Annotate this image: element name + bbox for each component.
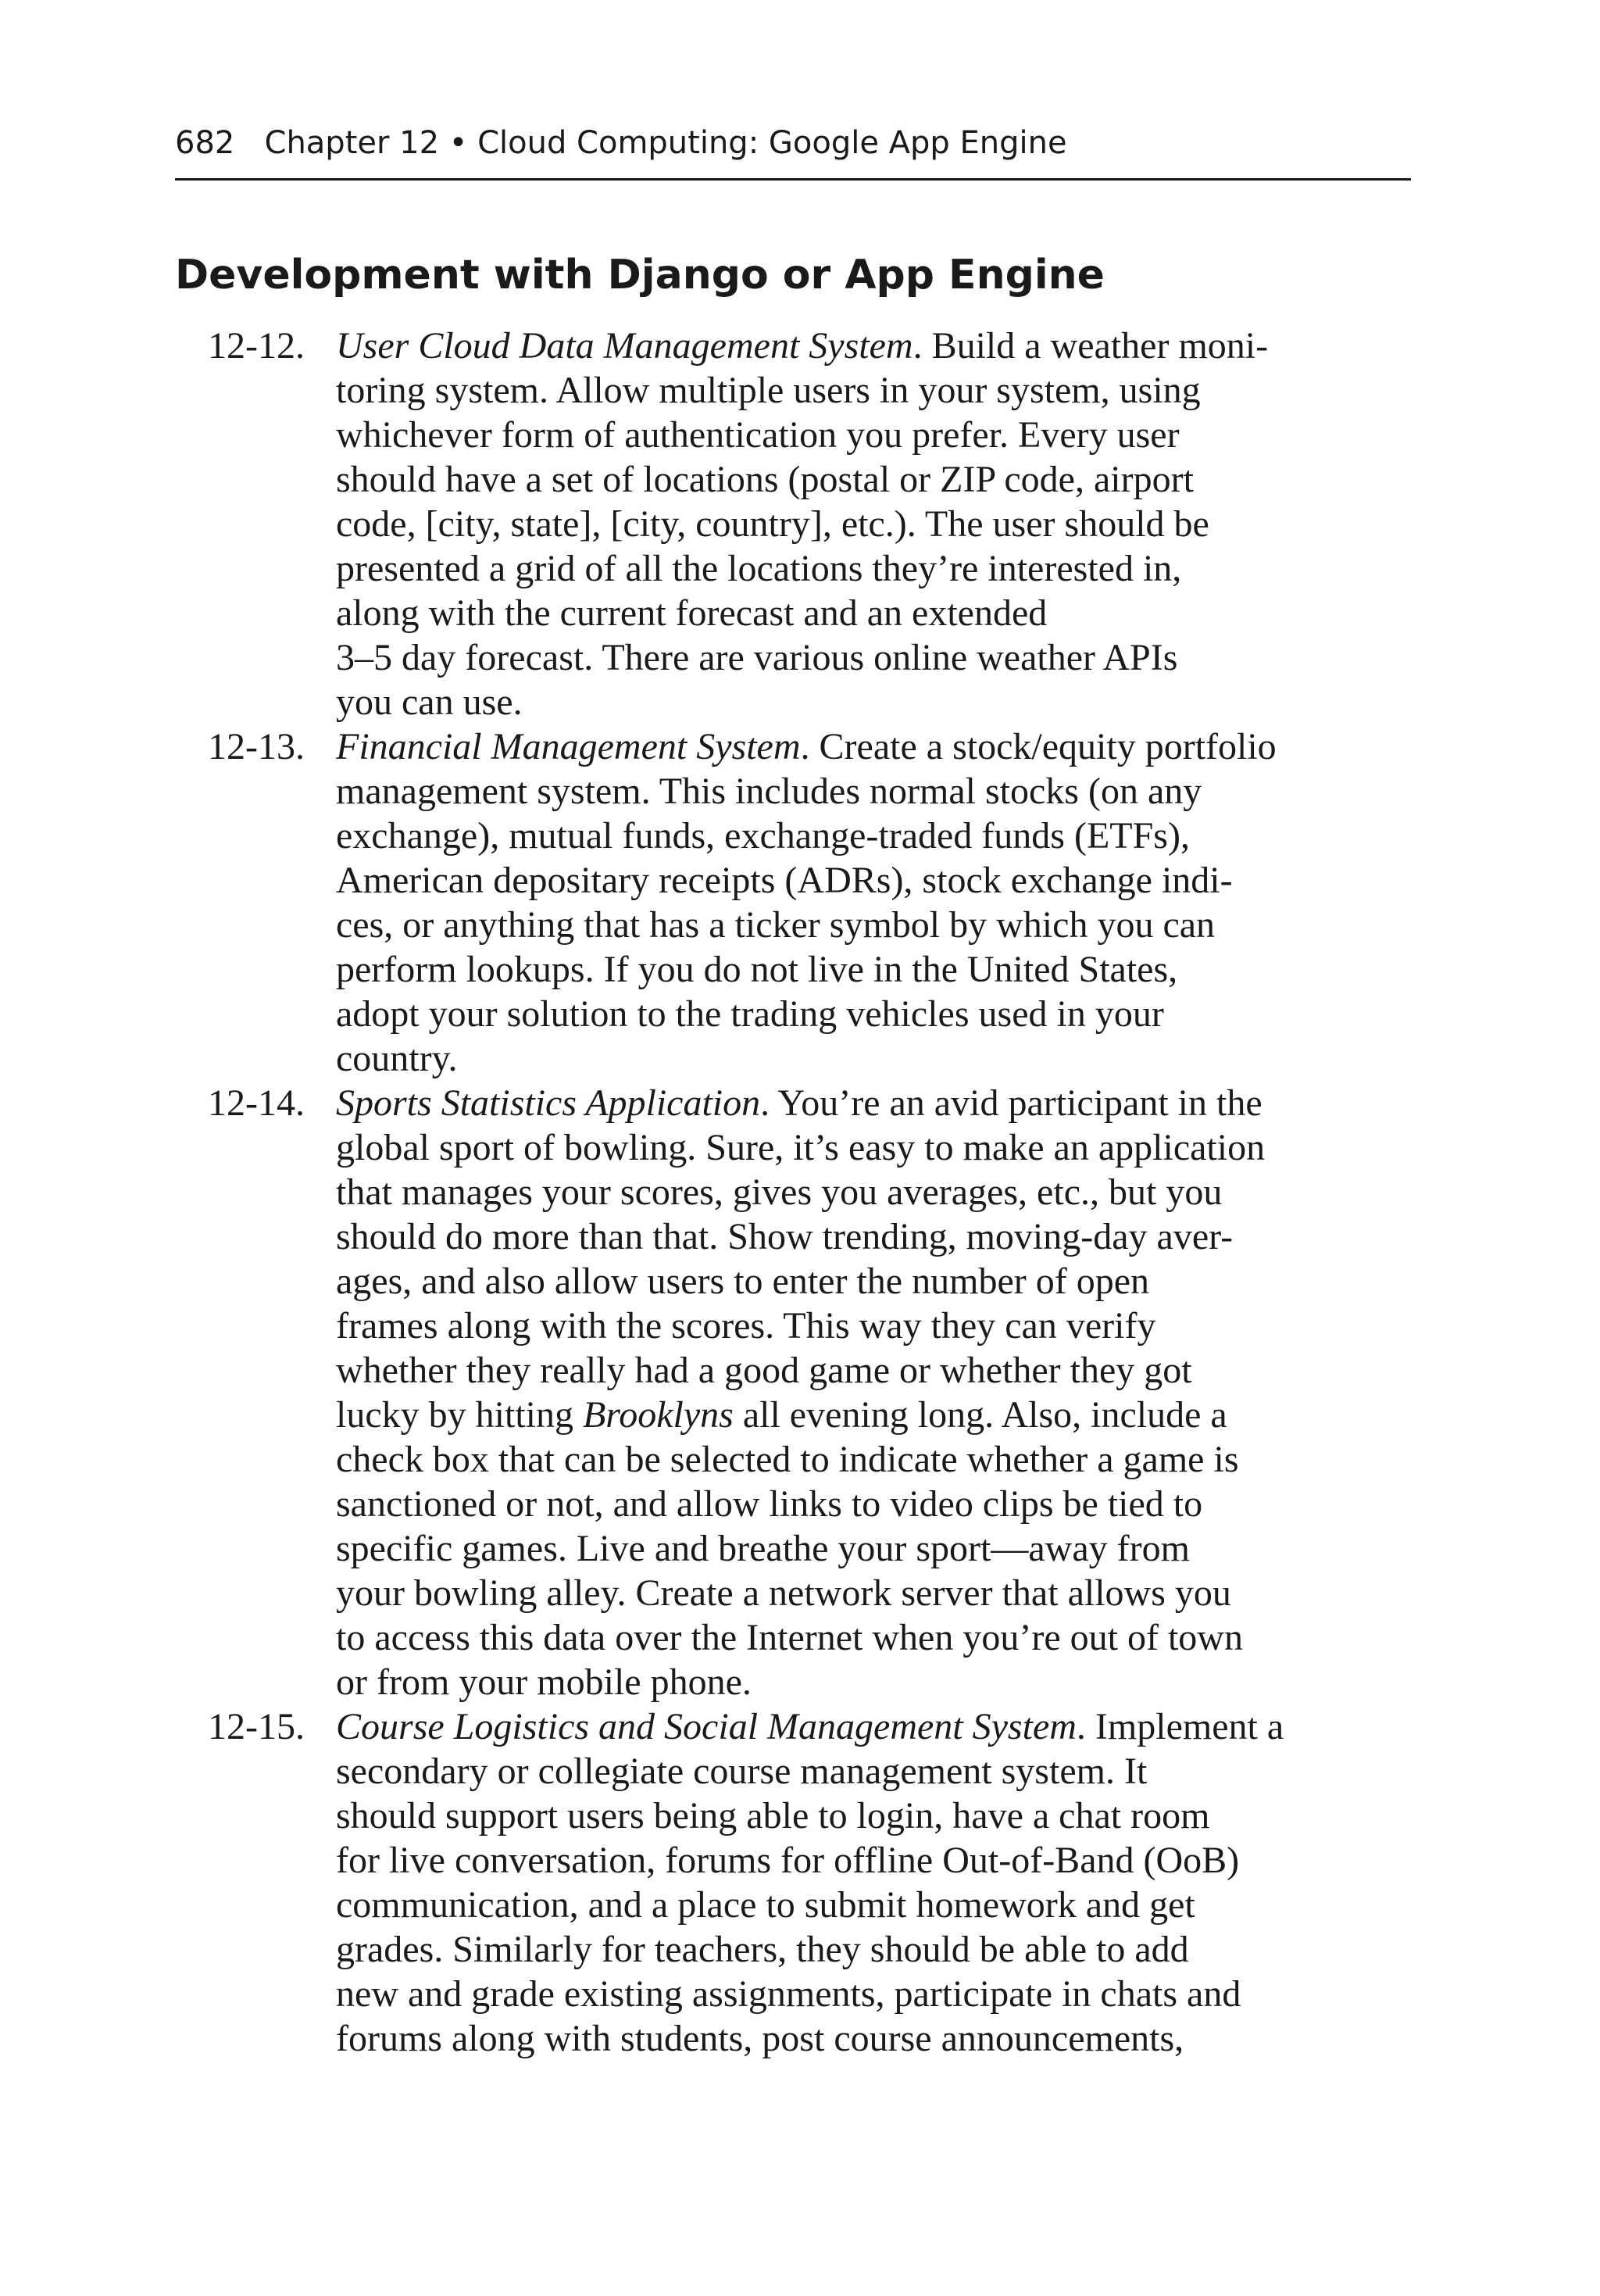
exercise-text: you can use. [336,681,523,723]
exercise-line [336,814,1531,858]
exercise-line [336,1615,1531,1660]
exercise-line [336,1036,1531,1081]
exercise-text: forums along with students, post course announcements, [336,2018,1184,2059]
exercise-text: should do more than that. Show trending, moving-day aver- [336,1216,1234,1257]
exercise-line [336,1125,1531,1170]
exercise-text: American depositary receipts (ADRs), stock exchange indi- [336,860,1233,901]
exercise-list [175,324,1411,2061]
exercise-text: secondary or collegiate course management system. It [336,1751,1148,1792]
exercise-line [336,1972,1531,2016]
exercise-line [336,858,1531,903]
exercise-line [336,1437,1531,1482]
exercise-text: . You’re an avid participant in the [760,1082,1262,1124]
exercise-text: sanctioned or not, and allow links to video clips be tied to [336,1483,1203,1525]
exercise-line [336,546,1531,591]
exercise-line [336,1304,1531,1348]
exercise-text: your bowling alley. Create a network server that allows you [336,1572,1231,1614]
exercise-line [336,1259,1531,1304]
exercise-text: new and grade existing assignments, participate in chats and [336,1973,1241,2015]
exercise-line [336,1526,1531,1571]
exercise-line [336,1838,1531,1883]
exercise-text: code, [city, state], [city, country], etc.). The user should be [336,503,1209,545]
exercise-body [336,324,1531,724]
exercise-line [336,1749,1531,1794]
page-number: 682 [175,125,235,161]
exercise-text: should have a set of locations (postal or ZIP code, airport [336,459,1194,500]
exercise-text: ages, and also allow users to enter the number of open [336,1261,1150,1302]
exercise-body [336,1081,1531,1704]
exercise-line [336,502,1531,546]
exercise-number: 12-13. [208,726,305,767]
exercise-text: check box that can be selected to indicate whether a game is [336,1439,1239,1480]
exercise-line [336,1482,1531,1526]
exercise-text: management system. This includes normal stocks (on any [336,771,1202,812]
running-head [175,121,1067,165]
exercise-text: . Create a stock/equity portfolio [800,726,1277,767]
exercise-line [336,769,1531,814]
exercise-italic-text: Sports Statistics Application [336,1082,761,1124]
exercise-line [336,2016,1531,2061]
exercise-line [336,368,1531,413]
exercise-text: global sport of bowling. Sure, it’s easy to make an application [336,1127,1266,1168]
exercise-line [336,1214,1531,1259]
exercise-line [336,1348,1531,1393]
exercise-text: to access this data over the Internet when you’re out of town [336,1617,1243,1658]
exercise-text: that manages your scores, gives you averages, etc., but you [336,1171,1223,1213]
section-heading: Development with Django or App Engine [175,252,1105,299]
exercise-body [336,724,1531,1081]
header-rule [175,178,1411,181]
exercise-text: frames along with the scores. This way they can verify [336,1305,1156,1346]
exercise-number: 12-14. [208,1082,305,1124]
exercise-text: whether they really had a good game or whether they got [336,1350,1192,1391]
exercise-line [336,1927,1531,1972]
exercise-item [175,1081,1411,1704]
exercise-text: should support users being able to login, have a chat room [336,1795,1210,1836]
exercise-italic-text: Financial Management System [336,726,801,767]
exercise-text: or from your mobile phone. [336,1661,752,1703]
exercise-line [336,635,1531,680]
exercise-number: 12-15. [208,1706,305,1747]
exercise-text: whichever form of authentication you prefer. Every user [336,414,1180,456]
exercise-line [336,1393,1531,1437]
exercise-line [336,413,1531,457]
exercise-line [336,680,1531,724]
exercise-item [175,324,1411,724]
exercise-text: along with the current forecast and an extended [336,592,1048,634]
exercise-text: for live conversation, forums for offline Out-of-Band (OoB) [336,1840,1240,1881]
exercise-line [336,1571,1531,1615]
exercise-line [336,1883,1531,1927]
exercise-text: 3–5 day forecast. There are various online weather APIs [336,637,1178,678]
exercise-text: . Build a weather moni- [912,325,1269,367]
exercise-text: lucky by hitting [336,1394,583,1436]
exercise-line [336,947,1531,992]
exercise-italic-text: User Cloud Data Management System [336,325,913,367]
exercise-text: . Implement a [1076,1706,1284,1747]
exercise-line [336,992,1531,1036]
exercise-text: toring system. Allow multiple users in your system, using [336,370,1201,411]
exercise-item [175,1704,1411,2061]
exercise-text: presented a grid of all the locations they’re interested in, [336,548,1182,589]
exercise-italic-text: Course Logistics and Social Management System [336,1706,1077,1747]
exercise-line [336,324,1531,368]
exercise-item [175,724,1411,1081]
exercise-text: grades. Similarly for teachers, they should be able to add [336,1929,1189,1970]
running-head-gap [234,125,264,161]
exercise-line [336,591,1531,635]
exercise-line [336,1704,1531,1749]
exercise-line [336,1660,1531,1704]
exercise-line [336,1170,1531,1214]
exercise-line [336,724,1531,769]
exercise-line [336,1794,1531,1838]
exercise-text: all evening long. Also, include a [733,1394,1227,1436]
exercise-number: 12-12. [208,325,305,367]
exercise-body [336,1704,1531,2061]
exercise-text: specific games. Live and breathe your sport—away from [336,1528,1190,1569]
exercise-text: country. [336,1038,458,1079]
exercise-italic-text: Brooklyns [582,1394,734,1436]
exercise-text: perform lookups. If you do not live in the United States, [336,949,1178,990]
exercise-line [336,1081,1531,1125]
exercise-text: adopt your solution to the trading vehicles used in your [336,993,1164,1035]
running-title: Chapter 12 • Cloud Computing: Google App Engine [264,125,1067,161]
exercise-line [336,457,1531,502]
exercise-line [336,903,1531,947]
exercise-text: exchange), mutual funds, exchange-traded funds (ETFs), [336,815,1190,857]
exercise-text: ces, or anything that has a ticker symbol by which you can [336,904,1216,946]
exercise-text: communication, and a place to submit homework and get [336,1884,1195,1926]
